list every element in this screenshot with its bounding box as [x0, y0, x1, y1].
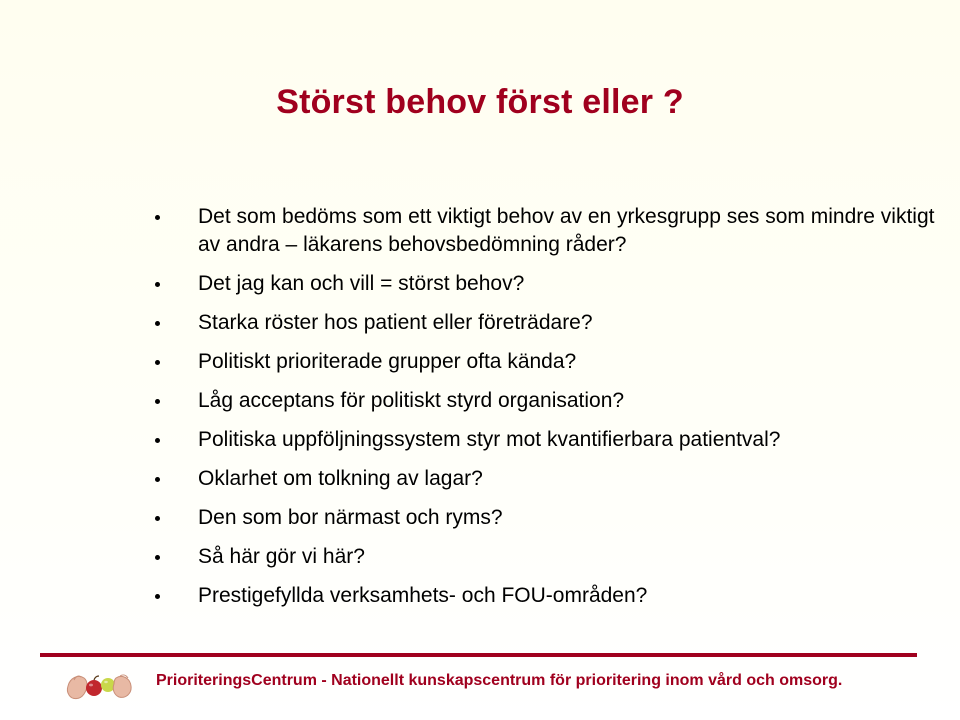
bullet-text: Det jag kan och vill = störst behov?: [198, 272, 525, 295]
bullet-item: [155, 387, 950, 415]
footer-divider: [40, 653, 917, 657]
hands-with-apple-logo-icon: [64, 664, 134, 704]
footer-text: PrioriteringsCentrum - Nationellt kunskapscentrum för prioritering inom vård och omsorg.: [156, 672, 843, 689]
bullet-dot-icon: [155, 438, 160, 443]
bullet-item: [155, 270, 950, 298]
bullet-dot-icon: [155, 594, 160, 599]
bullet-item: [155, 582, 950, 610]
slide-title: Störst behov först eller ?: [276, 83, 684, 121]
bullet-dot-icon: [155, 215, 160, 220]
bullet-text: Det som bedöms som ett viktigt behov av en yrkesgrupp ses som mindre viktigt av andra – läkarens behovsbedömning råder?: [198, 205, 935, 256]
bullet-text: Starka röster hos patient eller företrädare?: [198, 311, 593, 334]
bullet-list: [155, 203, 950, 621]
bullet-item: [155, 426, 950, 454]
bullet-item: [155, 465, 950, 493]
bullet-item: [155, 348, 950, 376]
bullet-text: Prestigefyllda verksamhets- och FOU-områden?: [198, 584, 648, 607]
bullet-dot-icon: [155, 477, 160, 482]
bullet-item: [155, 504, 950, 532]
bullet-dot-icon: [155, 360, 160, 365]
bullet-text: Låg acceptans för politiskt styrd organisation?: [198, 389, 625, 412]
bullet-dot-icon: [155, 399, 160, 404]
bullet-dot-icon: [155, 555, 160, 560]
bullet-text: Politiska uppföljningssystem styr mot kvantifierbara patientval?: [198, 428, 781, 451]
bullet-text: Så här gör vi här?: [198, 545, 365, 568]
bullet-dot-icon: [155, 282, 160, 287]
bullet-item: [155, 309, 950, 337]
bullet-text: Oklarhet om tolkning av lagar?: [198, 467, 483, 490]
bullet-item: [155, 203, 950, 259]
bullet-text: Den som bor närmast och ryms?: [198, 506, 503, 529]
bullet-text: Politiskt prioriterade grupper ofta kända?: [198, 350, 577, 373]
bullet-dot-icon: [155, 321, 160, 326]
bullet-item: [155, 543, 950, 571]
bullet-dot-icon: [155, 516, 160, 521]
